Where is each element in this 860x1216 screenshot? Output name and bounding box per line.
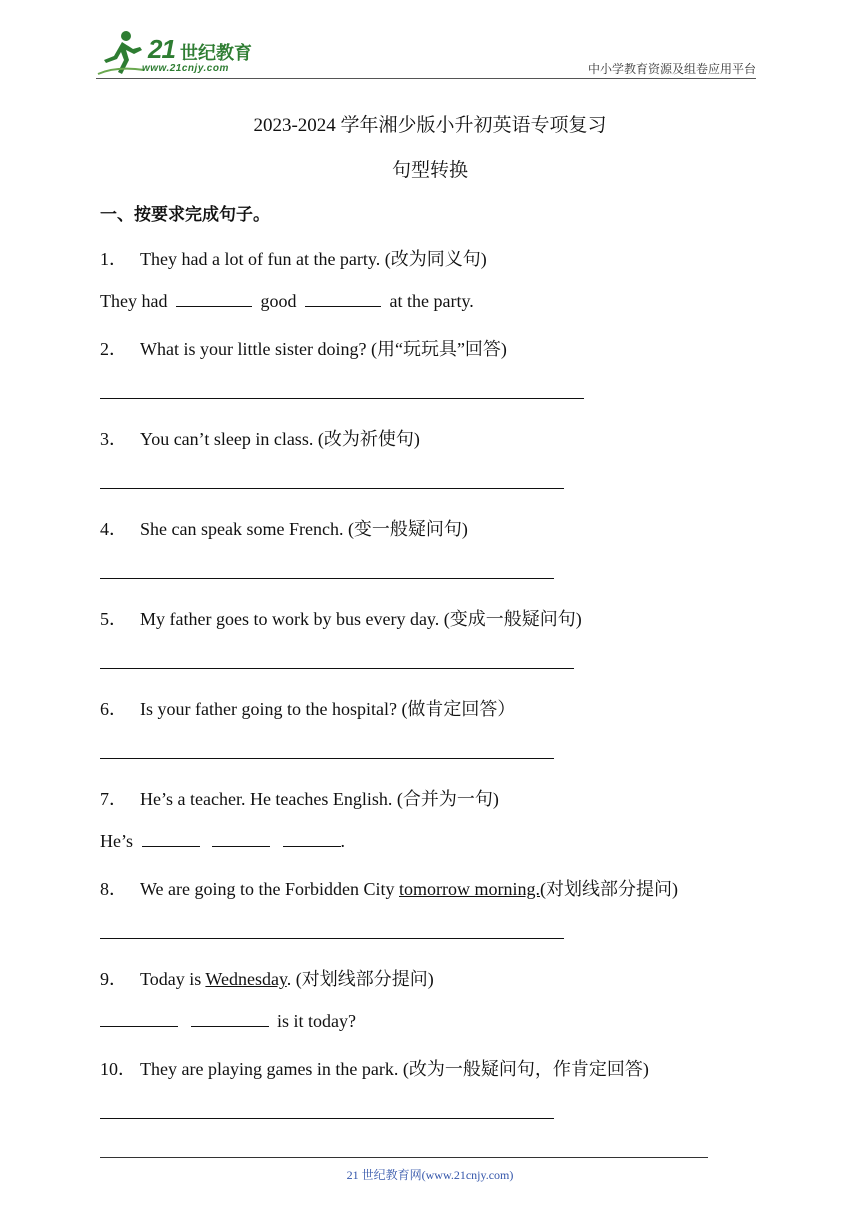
- question-instruction: . (对划线部分提问): [286, 969, 434, 989]
- page-header: [96, 30, 756, 80]
- page-title: 2023-2024 学年湘少版小升初英语专项复习: [253, 115, 607, 136]
- answer-blank[interactable]: [212, 830, 270, 847]
- answer-line-3[interactable]: [100, 488, 564, 489]
- question-6: [100, 695, 515, 721]
- question-number: 5．: [100, 609, 127, 629]
- question-9: [100, 965, 434, 991]
- question-text: She can speak some French. (变一般疑问句): [140, 519, 468, 539]
- header-platform-text: 中小学教育资源及组卷应用平台: [587, 62, 756, 76]
- answer-blank[interactable]: [176, 290, 252, 307]
- answer-blank[interactable]: [142, 830, 200, 847]
- answer-text: They had: [100, 291, 168, 311]
- logo-text: 世纪教育: [180, 43, 252, 64]
- answer-text: is it today?: [277, 1011, 356, 1031]
- answer-line-7: [100, 830, 345, 852]
- question-10: [100, 1055, 649, 1081]
- answer-blank[interactable]: [305, 290, 381, 307]
- answer-blank[interactable]: [283, 830, 341, 847]
- answer-text: good: [260, 291, 297, 311]
- question-3: [100, 425, 420, 451]
- question-1: [100, 245, 487, 271]
- section-title: 一、按要求完成句子。: [100, 205, 270, 225]
- question-number: 9．: [100, 969, 127, 989]
- answer-blank[interactable]: [100, 1010, 178, 1027]
- underlined-phrase: tomorrow morning.: [399, 879, 541, 899]
- question-text: What is your little sister doing? (用“玩玩具”回答): [140, 339, 507, 359]
- logo-number: 21: [148, 34, 175, 64]
- question-8: [100, 875, 678, 901]
- answer-line-1: [100, 290, 474, 312]
- question-text: They had a lot of fun at the party. (改为同义句): [140, 249, 487, 269]
- question-number: 3．: [100, 429, 127, 449]
- question-number: 2．: [100, 339, 127, 359]
- logo-url: www.21cnjy.com: [142, 63, 229, 74]
- underlined-phrase: Wednesday: [205, 969, 287, 989]
- answer-line-10[interactable]: [100, 1118, 554, 1119]
- answer-line-8[interactable]: [100, 938, 564, 939]
- page-subtitle: 句型转换: [391, 160, 468, 181]
- question-text: My father goes to work by bus every day. (变成一般疑问句): [140, 609, 582, 629]
- answer-text: .: [340, 831, 345, 851]
- question-4: [100, 515, 468, 541]
- header-divider: [96, 78, 756, 79]
- question-number: 7．: [100, 789, 127, 809]
- question-text: We are going to the Forbidden City: [140, 879, 400, 899]
- logo: [96, 30, 266, 78]
- answer-line-2[interactable]: [100, 398, 584, 399]
- runner-icon: [96, 30, 146, 76]
- question-instruction: (对划线部分提问): [540, 879, 679, 899]
- question-text: Today is: [140, 969, 206, 989]
- question-text: They are playing games in the park. (改为一般疑问句，作肯定回答): [140, 1059, 649, 1079]
- question-2: [100, 335, 507, 361]
- question-7: [100, 785, 499, 811]
- answer-text: He’s: [100, 831, 133, 851]
- question-text: Is your father going to the hospital? (做肯定回答）: [140, 699, 516, 719]
- answer-line-6[interactable]: [100, 758, 554, 759]
- question-text: He’s a teacher. He teaches English. (合并为一句): [140, 789, 499, 809]
- question-number: 6．: [100, 699, 127, 719]
- question-text: You can’t sleep in class. (改为祈使句): [140, 429, 420, 449]
- question-number: 8．: [100, 879, 127, 899]
- question-number: 1．: [100, 249, 127, 269]
- footer-divider: [100, 1157, 708, 1158]
- answer-text: at the party.: [389, 291, 474, 311]
- question-number: 10．: [100, 1059, 136, 1079]
- answer-line-9: [100, 1010, 356, 1032]
- question-number: 4．: [100, 519, 127, 539]
- question-5: [100, 605, 582, 631]
- answer-blank[interactable]: [191, 1010, 269, 1027]
- answer-line-5[interactable]: [100, 668, 574, 669]
- answer-line-4[interactable]: [100, 578, 554, 579]
- page-footer: 21 世纪教育网(www.21cnjy.com): [346, 1168, 514, 1182]
